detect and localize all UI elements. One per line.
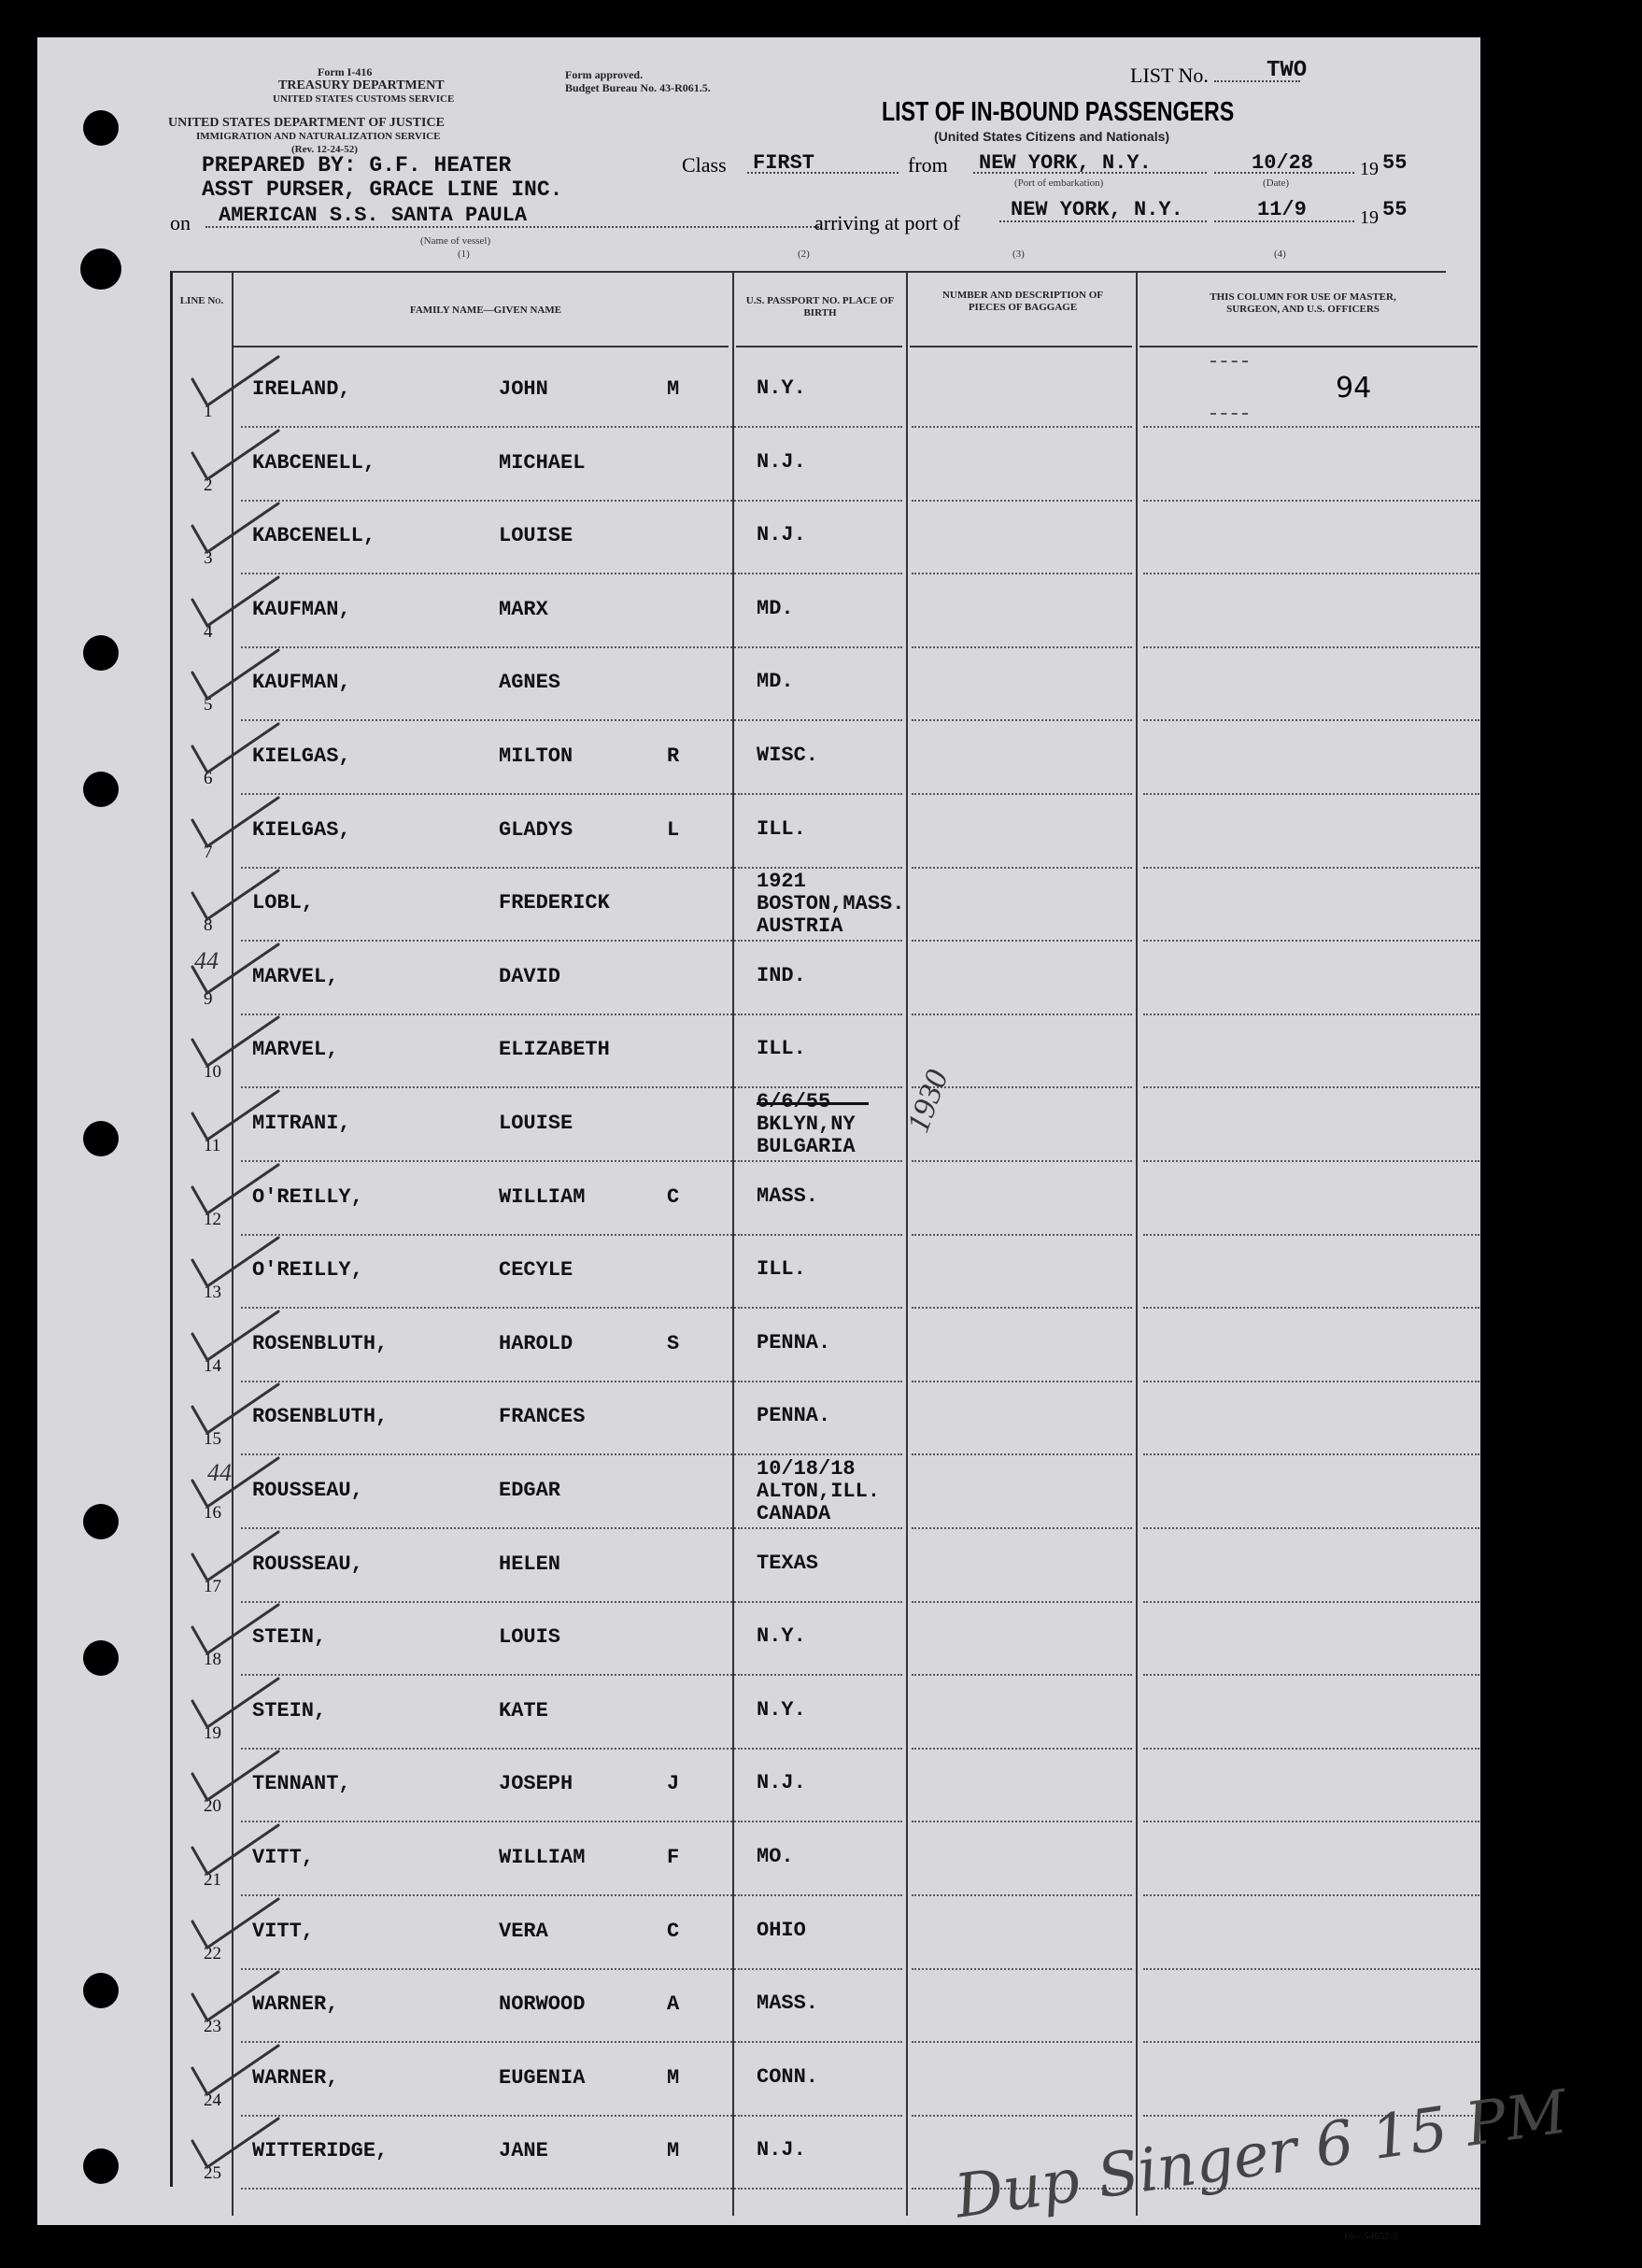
arrival-port: NEW YORK, N.Y. <box>1011 198 1183 221</box>
table-row <box>177 1310 1443 1382</box>
arriving-label: arriving at port of <box>814 211 960 234</box>
officer-scribble-1 <box>1210 361 1248 362</box>
binder-hole <box>80 248 121 290</box>
treasury-dept: TREASURY DEPARTMENT <box>278 78 445 92</box>
budget-bureau: Budget Bureau No. 43-R061.5. <box>565 81 711 94</box>
place-of-birth: MASS. <box>757 1184 819 1208</box>
family-name: MARVEL, <box>252 964 339 988</box>
check-mark-icon <box>189 1893 282 1963</box>
embarkation-rule <box>973 172 1207 174</box>
place-of-birth: MASS. <box>757 1992 819 2016</box>
handwritten-44-row9: 44 <box>194 947 219 974</box>
table-row <box>177 1970 1443 2043</box>
line-number: 19 <box>204 1722 221 1743</box>
given-name: LOUIS <box>499 1625 561 1650</box>
vessel-caption: (Name of vessel) <box>420 235 491 247</box>
table-row <box>177 1456 1443 1529</box>
middle-initial: L <box>667 817 680 842</box>
line-number: 17 <box>204 1576 221 1596</box>
line-number: 5 <box>204 695 213 716</box>
table-row <box>177 429 1443 502</box>
place-of-birth: PENNA. <box>757 1330 831 1354</box>
line-number: 9 <box>204 988 213 1009</box>
line-number: 2 <box>204 475 213 495</box>
given-name: FRANCES <box>499 1405 586 1429</box>
departure-year-prefix: 19 <box>1360 159 1379 179</box>
line-number: 16 <box>204 1503 221 1523</box>
middle-initial: C <box>667 1919 680 1943</box>
family-name: KIELGAS, <box>252 817 351 842</box>
family-name: O'REILLY, <box>252 1184 363 1209</box>
table-row <box>177 355 1443 428</box>
check-mark-icon <box>189 425 282 495</box>
middle-initial: R <box>667 744 680 768</box>
line-number: 8 <box>204 915 213 936</box>
family-name: WITTERIDGE, <box>252 2139 389 2163</box>
binder-hole <box>83 772 119 807</box>
table-row <box>177 1677 1443 1750</box>
family-name: ROSENBLUTH, <box>252 1405 389 1429</box>
place-of-birth: N.J. <box>757 523 806 547</box>
binder-hole <box>83 2148 119 2184</box>
place-of-birth: TEXAS <box>757 1551 819 1575</box>
family-name: KAUFMAN, <box>252 671 351 695</box>
check-mark-icon <box>189 1453 282 1523</box>
place-of-birth: N.J. <box>757 449 806 474</box>
vessel-rule <box>205 226 822 228</box>
given-name: LOUISE <box>499 524 573 548</box>
table-row <box>177 1603 1443 1676</box>
class-value: FIRST <box>753 151 815 175</box>
given-name: JOHN <box>499 377 548 401</box>
form-code: 16—54652-2 <box>1343 2231 1398 2242</box>
family-name: WARNER, <box>252 1992 339 2017</box>
binder-hole <box>83 110 119 146</box>
line-number: 11 <box>204 1136 221 1155</box>
header-rule-name <box>234 346 729 347</box>
table-row <box>177 575 1443 648</box>
check-mark-icon <box>189 498 282 568</box>
place-of-birth: N.Y. <box>757 376 806 400</box>
strike-through <box>757 1102 869 1105</box>
handwritten-1930: 1930 <box>900 1065 955 1138</box>
given-name: NORWOOD <box>499 1992 586 2017</box>
arrival-date: 11/9 <box>1257 198 1307 221</box>
header-passport: U.S. PASSPORT NO. PLACE OF BIRTH <box>745 295 895 319</box>
check-mark-icon <box>189 645 282 715</box>
vessel-name: AMERICAN S.S. SANTA PAULA <box>219 204 528 227</box>
check-mark-icon <box>189 1599 282 1669</box>
line-number: 12 <box>204 1209 221 1229</box>
check-mark-icon <box>189 1379 282 1449</box>
check-mark-icon <box>189 1966 282 2036</box>
port-caption: (Port of embarkation) <box>1014 177 1104 189</box>
family-name: ROUSSEAU, <box>252 1479 363 1502</box>
class-rule <box>747 172 899 174</box>
family-name: VITT, <box>252 1919 315 1943</box>
page-subtitle: (United States Citizens and Nationals) <box>934 129 1170 144</box>
given-name: CECYLE <box>499 1258 573 1283</box>
check-mark-icon <box>189 1820 282 1890</box>
table-row <box>177 1750 1443 1822</box>
place-of-birth: 6/6/55 BKLYN,NY BULGARIA <box>757 1090 856 1158</box>
middle-initial: A <box>667 1992 680 2017</box>
officer-mark: 94 <box>1336 372 1372 404</box>
binder-hole <box>83 1640 119 1676</box>
header-baggage: NUMBER AND DESCRIPTION OF PIECES OF BAGGAGE <box>941 290 1104 313</box>
given-name: GLADYS <box>499 817 573 842</box>
header-rule-passport <box>736 346 902 347</box>
on-label: on <box>170 211 191 234</box>
table-row <box>177 1823 1443 1896</box>
line-number: 4 <box>204 621 213 642</box>
table-row <box>177 1236 1443 1309</box>
family-name: MITRANI, <box>252 1112 351 1135</box>
table-row <box>177 1163 1443 1236</box>
column-2-label: (2) <box>798 248 810 260</box>
place-of-birth: ILL. <box>757 1037 806 1061</box>
binder-hole <box>83 1504 119 1539</box>
family-name: KABCENELL, <box>252 524 376 548</box>
line-number: 23 <box>204 2017 221 2037</box>
middle-initial: M <box>667 377 680 401</box>
given-name: DAVID <box>499 964 561 988</box>
assistant-purser: ASST PURSER, GRACE LINE INC. <box>202 177 563 202</box>
header-rule-officers <box>1139 346 1478 347</box>
line-number: 18 <box>204 1650 221 1670</box>
check-mark-icon <box>189 792 282 862</box>
given-name: EUGENIA <box>499 2065 586 2090</box>
table-row <box>177 1089 1443 1162</box>
line-number: 22 <box>204 1943 221 1963</box>
table-row <box>177 722 1443 795</box>
table-row <box>177 869 1443 942</box>
header-line-no: LINE No. <box>179 295 224 306</box>
table-row <box>177 1382 1443 1455</box>
place-of-birth: MO. <box>757 1845 794 1868</box>
departure-date-rule <box>1214 172 1354 174</box>
ins-service: IMMIGRATION AND NATURALIZATION SERVICE <box>196 131 441 142</box>
check-mark-icon <box>189 1012 282 1082</box>
family-name: STEIN, <box>252 1698 327 1722</box>
given-name: KATE <box>499 1698 548 1722</box>
row-rule <box>738 2188 902 2190</box>
family-name: TENNANT, <box>252 1772 351 1796</box>
middle-initial: C <box>667 1184 680 1209</box>
place-of-birth: OHIO <box>757 1918 806 1942</box>
line-number: 14 <box>204 1355 221 1376</box>
list-number-label: LIST No. <box>1130 64 1209 87</box>
place-of-birth: N.Y. <box>757 1697 806 1722</box>
table-row <box>177 943 1443 1015</box>
place-of-birth: N.J. <box>757 1771 806 1795</box>
family-name: ROUSSEAU, <box>252 1552 363 1576</box>
given-name: JOSEPH <box>499 1772 573 1796</box>
given-name: FREDERICK <box>499 891 610 915</box>
line-number: 25 <box>204 2163 221 2184</box>
given-name: MICHAEL <box>499 450 586 475</box>
line-number: 7 <box>204 842 213 862</box>
line-number: 15 <box>204 1429 221 1450</box>
family-name: O'REILLY, <box>252 1258 363 1283</box>
line-number: 6 <box>204 769 213 788</box>
place-of-birth: ILL. <box>757 816 806 841</box>
check-mark-icon <box>189 572 282 642</box>
check-mark-icon <box>189 1673 282 1743</box>
middle-initial: M <box>667 2065 680 2090</box>
header-rule-baggage <box>910 346 1132 347</box>
binder-hole <box>83 1121 119 1156</box>
from-label: from <box>908 153 948 177</box>
header-officers: THIS COLUMN FOR USE OF MASTER, SURGEON, AND U.S. OFFICERS <box>1210 291 1396 315</box>
column-4-label: (4) <box>1274 248 1286 260</box>
given-name: MILTON <box>499 744 573 768</box>
line-number: 21 <box>204 1870 221 1890</box>
column-3-label: (3) <box>1012 248 1025 260</box>
class-label: Class <box>682 153 727 177</box>
revision: (Rev. 12-24-52) <box>291 144 358 155</box>
arrival-year: 55 <box>1382 198 1408 221</box>
line-number: 20 <box>204 1796 221 1817</box>
form-page <box>37 37 1572 2242</box>
place-of-birth: 10/18/18 ALTON,ILL. CANADA <box>757 1457 881 1525</box>
page-title: LIST OF IN-BOUND PASSENGERS <box>882 97 1235 127</box>
line-number: 3 <box>204 548 213 569</box>
place-of-birth: MD. <box>757 670 794 694</box>
row-rule <box>241 2188 736 2190</box>
family-name: ROSENBLUTH, <box>252 1331 389 1355</box>
table-row <box>177 1015 1443 1088</box>
table-row <box>177 796 1443 869</box>
middle-initial: S <box>667 1331 680 1355</box>
check-mark-icon <box>189 1526 282 1596</box>
line-number: 24 <box>204 2090 221 2110</box>
list-number: TWO <box>1267 58 1308 83</box>
given-name: ELIZABETH <box>499 1038 610 1062</box>
family-name: IRELAND, <box>252 377 351 401</box>
embarkation-port: NEW YORK, N.Y. <box>979 151 1152 175</box>
place-of-birth: ILL. <box>757 1257 806 1282</box>
given-name: JANE <box>499 2139 548 2163</box>
table-row <box>177 502 1443 574</box>
form-number: Form I-416 <box>318 65 373 78</box>
family-name: KIELGAS, <box>252 744 351 768</box>
family-name: KABCENELL, <box>252 450 376 475</box>
place-of-birth: N.Y. <box>757 1624 806 1649</box>
family-name: VITT, <box>252 1846 315 1869</box>
line-number: 1 <box>204 402 213 421</box>
place-of-birth: N.J. <box>757 2138 806 2162</box>
given-name: VERA <box>499 1919 548 1943</box>
officer-scribble-2 <box>1210 413 1248 415</box>
arrival-year-prefix: 19 <box>1360 207 1379 228</box>
check-mark-icon <box>189 1232 282 1302</box>
check-mark-icon <box>189 1085 282 1155</box>
given-name: HAROLD <box>499 1331 573 1355</box>
column-1-label: (1) <box>458 248 470 260</box>
form-approved: Form approved. <box>565 68 644 81</box>
given-name: EDGAR <box>499 1479 561 1502</box>
line-number: 10 <box>204 1062 221 1083</box>
check-mark-icon <box>189 2113 282 2183</box>
arrival-date-rule <box>1214 220 1354 222</box>
place-of-birth: PENNA. <box>757 1404 831 1428</box>
binder-hole <box>83 1973 119 2008</box>
table-row <box>177 1897 1443 1970</box>
place-of-birth: MD. <box>757 596 794 620</box>
departure-year: 55 <box>1382 151 1408 175</box>
justice-dept: UNITED STATES DEPARTMENT OF JUSTICE <box>168 116 445 130</box>
check-mark-icon <box>189 351 282 421</box>
middle-initial: M <box>667 2139 680 2163</box>
line-number: 13 <box>204 1283 221 1303</box>
family-name: LOBL, <box>252 891 315 915</box>
place-of-birth: IND. <box>757 963 806 987</box>
given-name: AGNES <box>499 671 561 695</box>
table-row <box>177 1530 1443 1603</box>
check-mark-icon <box>189 2040 282 2110</box>
middle-initial: F <box>667 1846 680 1869</box>
customs-service: UNITED STATES CUSTOMS SERVICE <box>273 93 455 105</box>
check-mark-icon <box>189 1306 282 1376</box>
middle-initial: J <box>667 1772 680 1796</box>
table-row <box>177 648 1443 721</box>
family-name: MARVEL, <box>252 1038 339 1062</box>
departure-date: 10/28 <box>1252 151 1314 175</box>
handwritten-44-row16: 44 <box>207 1459 232 1486</box>
prepared-by: PREPARED BY: G.F. HEATER <box>202 153 512 177</box>
check-mark-icon <box>189 865 282 935</box>
date-caption: (Date) <box>1263 177 1290 189</box>
binder-hole <box>83 635 119 671</box>
place-of-birth: CONN. <box>757 2064 819 2089</box>
place-of-birth: 1921 BOSTON,MASS. AUSTRIA <box>757 870 905 939</box>
check-mark-icon <box>189 1746 282 1816</box>
check-mark-icon <box>189 718 282 788</box>
family-name: KAUFMAN, <box>252 597 351 621</box>
family-name: STEIN, <box>252 1625 327 1650</box>
check-mark-icon <box>189 1159 282 1229</box>
officer-signature: Dup Singer 6 15 PM <box>951 2077 1572 2233</box>
family-name: WARNER, <box>252 2065 339 2090</box>
header-name: FAMILY NAME—GIVEN NAME <box>409 305 562 316</box>
place-of-birth: WISC. <box>757 744 819 767</box>
arrival-port-rule <box>999 220 1207 222</box>
given-name: HELEN <box>499 1552 561 1576</box>
table-row <box>177 2044 1443 2117</box>
given-name: LOUISE <box>499 1112 573 1135</box>
given-name: WILLIAM <box>499 1184 586 1209</box>
given-name: WILLIAM <box>499 1846 586 1869</box>
given-name: MARX <box>499 597 548 621</box>
